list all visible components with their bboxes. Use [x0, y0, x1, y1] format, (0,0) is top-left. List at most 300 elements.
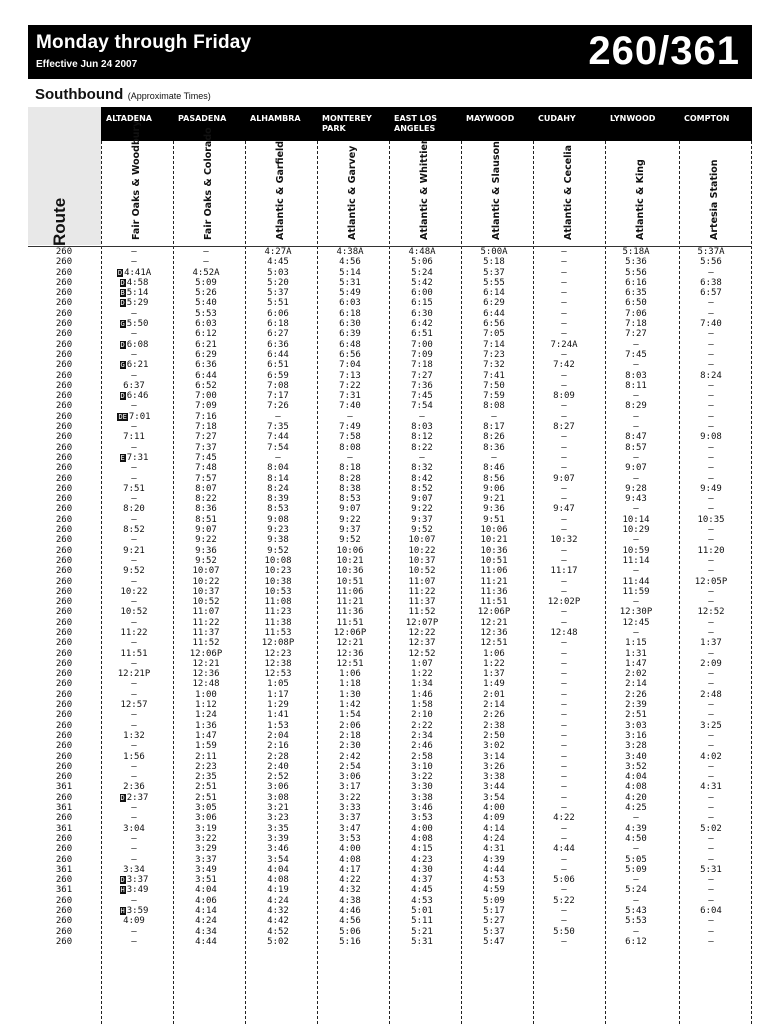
route-cell: 260	[55, 761, 73, 772]
time-cell: 3:28	[625, 741, 647, 752]
time-cell: 3:35	[267, 823, 289, 834]
time-cell: 1:07	[411, 658, 433, 669]
city-header: LYNWOOD	[610, 114, 656, 123]
time-cell: 12:52	[408, 648, 436, 659]
time-cell: 3:22	[411, 772, 433, 783]
route-cell: 260	[55, 277, 73, 288]
time-cell: 11:36	[480, 586, 508, 597]
time-cell: 11:38	[264, 617, 292, 628]
route-cell: 361	[55, 864, 73, 875]
time-cell: 3:47	[339, 823, 361, 834]
time-cell: 4:04	[625, 772, 647, 783]
time-cell: 3:14	[483, 751, 505, 762]
time-cell: 6:35	[625, 288, 647, 299]
time-cell: 9:08	[700, 432, 722, 443]
route-cell: 260	[55, 370, 73, 381]
table-row	[28, 875, 752, 885]
time-cell: 2:18	[339, 730, 361, 741]
time-cell: —	[561, 741, 567, 752]
time-cell: 1:42	[339, 700, 361, 711]
time-cell: 11:36	[336, 607, 364, 618]
time-cell: 4:59	[483, 885, 505, 896]
time-cell: 11:14	[622, 555, 650, 566]
time-cell: —	[561, 607, 567, 618]
time-cell: —	[131, 617, 137, 628]
route-cell: 260	[55, 349, 73, 360]
time-cell: 6:03	[195, 319, 217, 330]
time-cell: 9:52	[267, 545, 289, 556]
route-cell: 260	[55, 247, 73, 257]
time-cell: 11:52	[192, 638, 220, 649]
timetable-body	[28, 247, 752, 947]
time-cell: 5:26	[195, 288, 217, 299]
route-cell: 260	[55, 679, 73, 690]
footnote-code-badge: D	[120, 340, 125, 349]
route-number: 260/361	[588, 29, 740, 73]
time-cell: 12:06P	[333, 627, 367, 638]
table-row	[28, 865, 752, 875]
table-row	[28, 916, 752, 926]
time-cell: H 3:49	[120, 885, 149, 896]
time-cell: 8:22	[411, 442, 433, 453]
time-cell: —	[131, 442, 137, 453]
time-cell: 10:32	[550, 535, 578, 546]
table-row	[28, 463, 752, 473]
time-cell: 5:18	[483, 257, 505, 268]
time-cell: 3:51	[195, 875, 217, 886]
time-cell: 10:22	[120, 586, 148, 597]
time-cell: 2:50	[483, 730, 505, 741]
time-cell: 2:11	[195, 751, 217, 762]
time-cell: 11:53	[264, 627, 292, 638]
time-cell: 1:53	[267, 720, 289, 731]
time-cell: 8:24	[267, 483, 289, 494]
stop-name: Atlantic & Slauson	[491, 141, 502, 240]
table-row	[28, 546, 752, 556]
table-row	[28, 257, 752, 267]
route-cell: 260	[55, 730, 73, 741]
route-cell: 260	[55, 452, 73, 463]
time-cell: —	[561, 545, 567, 556]
time-cell: —	[633, 895, 639, 906]
table-row	[28, 422, 752, 432]
time-cell: 5:05	[625, 854, 647, 865]
city-header: CUDAHY	[538, 114, 576, 123]
time-cell: 9:38	[267, 535, 289, 546]
time-cell: 1:06	[339, 669, 361, 680]
time-cell: 9:47	[553, 504, 575, 515]
time-cell: 10:29	[622, 525, 650, 536]
time-cell: —	[708, 875, 714, 886]
time-cell: —	[708, 329, 714, 340]
time-cell: 9:07	[625, 463, 647, 474]
time-cell: —	[131, 494, 137, 505]
time-cell: —	[561, 277, 567, 288]
time-cell: —	[708, 803, 714, 814]
time-cell: B 5:14	[120, 288, 149, 299]
time-cell: 4:56	[339, 916, 361, 927]
time-cell: 12:02P	[547, 597, 581, 608]
time-cell: 12:06P	[189, 648, 223, 659]
table-row	[28, 525, 752, 535]
time-cell: —	[561, 370, 567, 381]
time-cell: 7:54	[411, 401, 433, 412]
time-cell: 5:31	[700, 864, 722, 875]
route-cell: 260	[55, 916, 73, 927]
time-cell: 9:07	[411, 494, 433, 505]
time-cell: 11:07	[408, 576, 436, 587]
time-cell: 5:43	[625, 906, 647, 916]
time-cell: 11:06	[336, 586, 364, 597]
route-cell: 260	[55, 319, 73, 330]
time-cell: 4:00	[483, 803, 505, 814]
time-cell: 3:26	[483, 761, 505, 772]
time-cell: —	[561, 329, 567, 340]
table-row	[28, 855, 752, 865]
time-cell: 10:59	[622, 545, 650, 556]
time-cell: 9:36	[483, 504, 505, 515]
table-row	[28, 278, 752, 288]
time-cell: —	[708, 473, 714, 484]
time-cell: —	[131, 854, 137, 865]
time-cell: 8:20	[123, 504, 145, 515]
time-cell: 7:31	[339, 391, 361, 402]
time-cell: —	[419, 452, 425, 463]
table-row	[28, 577, 752, 587]
time-cell: 4:20	[625, 792, 647, 803]
time-cell: 7:45	[625, 349, 647, 360]
time-cell: 5:11	[411, 916, 433, 927]
time-cell: 4:42	[267, 916, 289, 927]
time-cell: —	[561, 576, 567, 587]
time-cell: —	[561, 782, 567, 793]
route-cell: 260	[55, 555, 73, 566]
time-cell: 2:38	[483, 720, 505, 731]
time-cell: —	[708, 617, 714, 628]
time-cell: —	[561, 679, 567, 690]
time-cell: 12:48	[192, 679, 220, 690]
time-cell: 6:06	[267, 308, 289, 319]
time-cell: 6:44	[483, 308, 505, 319]
time-cell: 8:53	[267, 504, 289, 515]
time-cell: 3:21	[267, 803, 289, 814]
route-cell: 260	[55, 936, 73, 947]
time-cell: 12:36	[480, 627, 508, 638]
table-row	[28, 834, 752, 844]
time-cell: 3:29	[195, 844, 217, 855]
table-row	[28, 741, 752, 751]
time-cell: 11:07	[192, 607, 220, 618]
time-cell: 7:36	[411, 380, 433, 391]
time-cell: —	[561, 411, 567, 422]
time-cell: 1:00	[195, 689, 217, 700]
time-cell: 3:54	[483, 792, 505, 803]
time-cell: 5:42	[411, 277, 433, 288]
time-cell: 1:15	[625, 638, 647, 649]
time-cell: 8:52	[123, 525, 145, 536]
time-cell: 8:29	[625, 401, 647, 412]
route-cell: 260	[55, 401, 73, 412]
time-cell: —	[708, 360, 714, 371]
time-cell: 10:35	[697, 514, 725, 525]
time-cell: 8:39	[267, 494, 289, 505]
table-row	[28, 690, 752, 700]
table-row	[28, 844, 752, 854]
time-cell: 2:14	[483, 700, 505, 711]
direction-heading	[35, 86, 211, 104]
time-cell: —	[561, 525, 567, 536]
time-cell: 7:35	[267, 422, 289, 433]
time-cell: 6:51	[411, 329, 433, 340]
time-cell: 7:18	[411, 360, 433, 371]
route-cell: 260	[55, 566, 73, 577]
time-cell: 1:34	[411, 679, 433, 690]
time-cell: 11:22	[120, 627, 148, 638]
time-cell: 5:16	[339, 936, 361, 947]
time-cell: 4:25	[625, 803, 647, 814]
time-cell: —	[491, 411, 497, 422]
time-cell: —	[561, 349, 567, 360]
stop-name: Atlantic & Garvey	[347, 145, 358, 240]
table-row	[28, 247, 752, 257]
city-header: ALHAMBRA	[250, 114, 301, 123]
table-row	[28, 813, 752, 823]
time-cell: 6:42	[411, 319, 433, 330]
time-cell: 1:18	[339, 679, 361, 690]
time-cell: 7:13	[339, 370, 361, 381]
time-cell: 3:39	[267, 833, 289, 844]
time-cell: —	[131, 463, 137, 474]
route-cell: 260	[55, 617, 73, 628]
schedule-header-banner	[28, 25, 752, 79]
time-cell: 3:38	[483, 772, 505, 783]
time-cell: 1:56	[123, 751, 145, 762]
time-cell: —	[561, 483, 567, 494]
time-cell: 8:56	[483, 473, 505, 484]
table-row	[28, 628, 752, 638]
time-cell: 7:59	[483, 391, 505, 402]
time-cell: 8:52	[411, 483, 433, 494]
route-cell: 260	[55, 494, 73, 505]
table-row	[28, 618, 752, 628]
time-cell: 10:51	[336, 576, 364, 587]
time-cell: 2:28	[267, 751, 289, 762]
stop-name: Atlantic & King	[635, 159, 646, 240]
time-cell: 8:18	[339, 463, 361, 474]
time-cell: 4:23	[411, 854, 433, 865]
time-cell: 6:36	[267, 339, 289, 350]
time-cell: —	[633, 411, 639, 422]
time-cell: 3:38	[411, 792, 433, 803]
time-cell: 11:37	[192, 627, 220, 638]
time-cell: —	[708, 380, 714, 391]
table-row	[28, 772, 752, 782]
time-cell: —	[633, 504, 639, 515]
time-cell: 4:00	[411, 823, 433, 834]
time-cell: 11:22	[408, 586, 436, 597]
route-cell: 260	[55, 298, 73, 309]
time-cell: —	[633, 813, 639, 824]
time-cell: 3:37	[195, 854, 217, 865]
time-cell: 10:52	[120, 607, 148, 618]
table-row	[28, 885, 752, 895]
time-cell: 9:49	[700, 483, 722, 494]
time-cell: 4:50	[625, 833, 647, 844]
time-cell: 8:57	[625, 442, 647, 453]
time-cell: 8:12	[411, 432, 433, 443]
time-cell: —	[203, 257, 209, 268]
time-cell: 9:37	[339, 525, 361, 536]
time-cell: —	[131, 895, 137, 906]
time-cell: 10:23	[264, 566, 292, 577]
time-cell: —	[708, 679, 714, 690]
time-cell: 3:23	[267, 813, 289, 824]
time-cell: 10:07	[192, 566, 220, 577]
time-cell: —	[131, 555, 137, 566]
time-cell: —	[561, 658, 567, 669]
route-cell: 361	[55, 885, 73, 896]
time-cell: 10:22	[408, 545, 436, 556]
city-header: MONTEREY PARK	[322, 114, 372, 133]
time-cell: 4:38	[339, 895, 361, 906]
time-cell: 12:52	[697, 607, 725, 618]
time-cell: 7:05	[483, 329, 505, 340]
time-cell: —	[708, 308, 714, 319]
time-cell: 8:36	[483, 442, 505, 453]
time-cell: —	[708, 669, 714, 680]
table-row	[28, 896, 752, 906]
time-cell: 4:48A	[408, 247, 436, 257]
time-cell: 2:51	[625, 710, 647, 721]
time-cell: 1:59	[195, 741, 217, 752]
time-cell: 2:36	[123, 782, 145, 793]
time-cell: 3:53	[411, 813, 433, 824]
time-cell: —	[633, 422, 639, 433]
footnote-code-badge: D	[117, 268, 123, 277]
table-row	[28, 288, 752, 298]
footnote-code-badge: H	[120, 907, 125, 915]
route-cell: 260	[55, 751, 73, 762]
time-cell: 5:40	[195, 298, 217, 309]
time-cell: DE 7:01	[118, 411, 151, 422]
time-cell: 7:51	[123, 483, 145, 494]
time-cell: 7:58	[339, 432, 361, 443]
city-header: COMPTON	[684, 114, 730, 123]
time-cell: 10:06	[336, 545, 364, 556]
time-cell: 6:16	[625, 277, 647, 288]
time-cell: 12:37	[408, 638, 436, 649]
time-cell: 8:38	[339, 483, 361, 494]
schedule-title: Monday through Friday	[36, 32, 252, 53]
time-cell: 3:54	[267, 854, 289, 865]
city-header: PASADENA	[178, 114, 227, 123]
time-cell: —	[561, 308, 567, 319]
route-cell: 260	[55, 669, 73, 680]
table-row	[28, 649, 752, 659]
time-cell: 9:23	[267, 525, 289, 536]
route-cell: 260	[55, 638, 73, 649]
time-cell: —	[419, 411, 425, 422]
route-cell: 260	[55, 463, 73, 474]
time-cell: 7:11	[123, 432, 145, 443]
time-cell: 1:22	[411, 669, 433, 680]
time-cell: 8:14	[267, 473, 289, 484]
time-cell: 11:08	[264, 597, 292, 608]
time-cell: 3:53	[339, 833, 361, 844]
table-row	[28, 762, 752, 772]
route-cell: 260	[55, 411, 73, 422]
time-cell: —	[561, 751, 567, 762]
time-cell: 5:22	[553, 895, 575, 906]
time-cell: 7:18	[195, 422, 217, 433]
time-cell: 3:22	[339, 792, 361, 803]
table-row	[28, 700, 752, 710]
table-row	[28, 638, 752, 648]
time-cell: 8:53	[339, 494, 361, 505]
footnote-code-badge: D	[120, 876, 125, 885]
footnote-code-badge: G	[120, 361, 125, 370]
table-row	[28, 360, 752, 370]
time-cell: 4:34	[195, 926, 217, 937]
table-row	[28, 927, 752, 937]
time-cell: 9:52	[195, 555, 217, 566]
table-row	[28, 319, 752, 329]
route-cell: 260	[55, 772, 73, 783]
time-cell: 5:50	[553, 926, 575, 937]
time-cell: —	[708, 504, 714, 515]
time-cell: 7:45	[411, 391, 433, 402]
time-cell: —	[561, 803, 567, 814]
route-cell: 260	[55, 483, 73, 494]
time-cell: 7:06	[625, 308, 647, 319]
route-cell: 260	[55, 689, 73, 700]
time-cell: 4:32	[267, 906, 289, 916]
time-cell: —	[131, 926, 137, 937]
time-cell: 3:03	[625, 720, 647, 731]
time-cell: 1:46	[411, 689, 433, 700]
time-cell: —	[561, 648, 567, 659]
time-cell: 3:49	[195, 864, 217, 875]
time-cell: —	[131, 401, 137, 412]
time-cell: —	[561, 833, 567, 844]
time-cell: 2:14	[625, 679, 647, 690]
time-cell: 6:59	[267, 370, 289, 381]
time-cell: 5:00A	[480, 247, 508, 257]
time-cell: 5:06	[339, 926, 361, 937]
stop-name: Fair Oaks & Woodbury	[131, 120, 142, 240]
time-cell: 7:50	[483, 380, 505, 391]
time-cell: —	[708, 772, 714, 783]
table-row	[28, 391, 752, 401]
time-cell: 5:01	[411, 906, 433, 916]
time-cell: 1:41	[267, 710, 289, 721]
time-cell: —	[708, 700, 714, 711]
direction-label: Southbound	[35, 86, 124, 103]
time-cell: D 2:37	[120, 792, 149, 803]
time-cell: 4:52	[267, 926, 289, 937]
time-cell: 1:06	[483, 648, 505, 659]
time-cell: 3:34	[123, 864, 145, 875]
time-cell: G 5:50	[120, 319, 149, 330]
route-cell: 260	[55, 380, 73, 391]
time-cell: 6:00	[411, 288, 433, 299]
time-cell: 6:39	[339, 329, 361, 340]
route-cell: 361	[55, 823, 73, 834]
time-cell: 6:52	[195, 380, 217, 391]
time-cell: 6:27	[267, 329, 289, 340]
time-cell: 10:21	[336, 555, 364, 566]
time-cell: 12:21P	[117, 669, 151, 680]
